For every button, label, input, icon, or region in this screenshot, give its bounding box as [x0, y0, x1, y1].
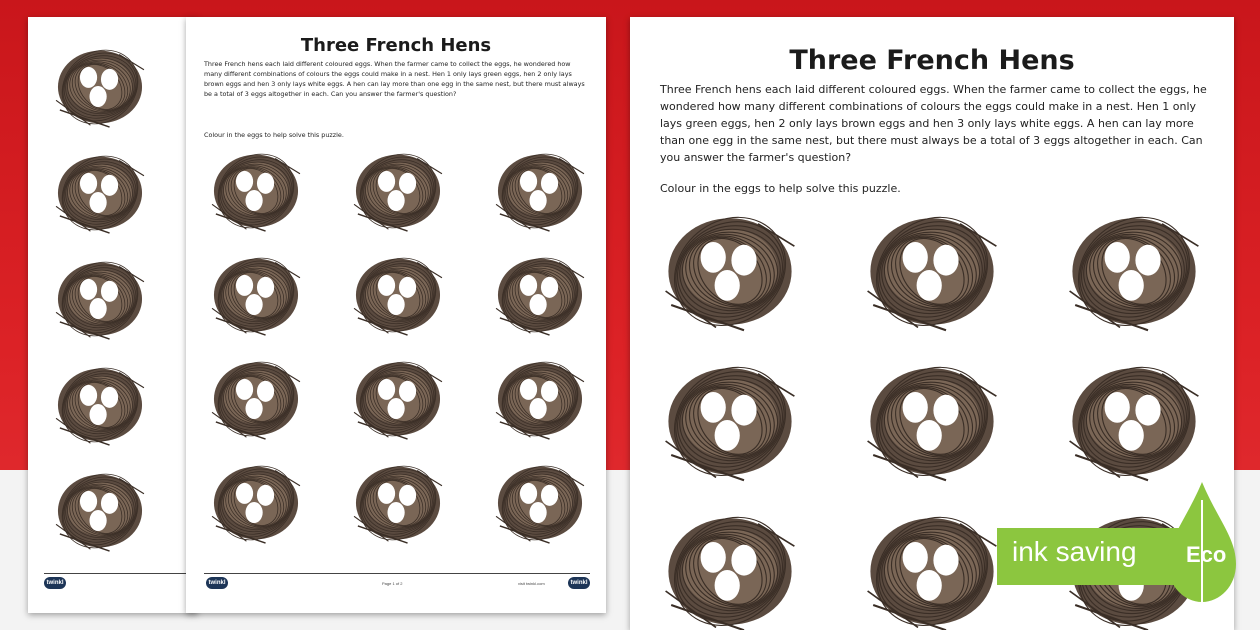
nest-image	[862, 507, 1002, 630]
nest	[862, 207, 1002, 338]
nest-image	[208, 147, 304, 233]
nest-image	[492, 355, 588, 441]
nest-image	[492, 147, 588, 233]
nest	[1064, 207, 1204, 338]
page-number: Page 1 of 2	[382, 581, 403, 586]
worksheet-back-page	[28, 17, 198, 613]
nest	[208, 147, 304, 238]
nest-image	[1064, 207, 1204, 333]
nest	[660, 507, 800, 630]
nest	[350, 459, 446, 550]
nest-image	[350, 355, 446, 441]
nest	[1064, 357, 1204, 488]
nest	[208, 251, 304, 342]
nest-image	[660, 357, 800, 483]
nest	[492, 459, 588, 550]
nest-image	[208, 459, 304, 545]
nest	[350, 251, 446, 342]
nest	[208, 459, 304, 550]
nest	[52, 361, 148, 452]
nest	[52, 149, 148, 240]
nest-image	[862, 207, 1002, 333]
nest-image	[1064, 357, 1204, 483]
intro-text: Three French hens each laid different coloured eggs. When the farmer came to collect the eggs, he wondered how many different combinations of colours the eggs could make in a nest. Hen 1 only lays green eggs, hen 2 only lays brown eggs and hen 3 only lays white eggs. A hen can lay more than one egg in the same nest, but there must always be a total of 3 eggs altogether in each. Can you answer the farmer's question?	[204, 60, 585, 98]
twinkl-logo: twinkl	[568, 577, 590, 589]
nest	[660, 207, 800, 338]
intro-text: Three French hens each laid different coloured eggs. When the farmer came to collect the eggs, he wondered how many different combinations of colours the eggs could make in a nest. Hen 1 only lays green eggs, hen 2 only lays brown eggs and hen 3 only lays white eggs. A hen can lay more than one egg in the same nest, but there must always be a total of 3 eggs altogether in each. Can you answer the farmer's question?	[660, 83, 1207, 164]
nest-image	[492, 251, 588, 337]
instruction-text: Colour in the eggs to help solve this puzzle.	[660, 182, 901, 195]
nest-image	[350, 459, 446, 545]
nest-image	[52, 43, 148, 129]
page-title: Three French Hens	[789, 45, 1075, 76]
ink-saving-label: ink saving	[1012, 536, 1137, 567]
nest-image	[52, 149, 148, 235]
footer-line	[44, 573, 194, 574]
instruction-text: Colour in the eggs to help solve this puzzle.	[204, 131, 344, 139]
page-title: Three French Hens	[300, 35, 492, 56]
nest-image	[862, 357, 1002, 483]
nest-image	[208, 251, 304, 337]
nest	[52, 255, 148, 346]
nest-image	[52, 255, 148, 341]
nest	[208, 355, 304, 446]
nest	[52, 43, 148, 134]
website-text: visit twinkl.com	[518, 581, 545, 586]
nest-image	[52, 467, 148, 553]
eco-label: Eco	[1186, 542, 1227, 567]
twinkl-logo: twinkl	[44, 577, 66, 589]
twinkl-logo: twinkl	[206, 577, 228, 589]
nest-image	[492, 459, 588, 545]
nest	[492, 251, 588, 342]
nest	[350, 147, 446, 238]
worksheet-middle-page	[186, 17, 606, 613]
nest	[492, 147, 588, 238]
footer-line	[204, 573, 590, 574]
nest-image	[350, 147, 446, 233]
nest	[350, 355, 446, 446]
nest	[862, 357, 1002, 488]
nest-image	[52, 361, 148, 447]
nest	[492, 355, 588, 446]
nest-image	[208, 355, 304, 441]
nest-image	[660, 207, 800, 333]
nest	[660, 357, 800, 488]
nest	[862, 507, 1002, 630]
nest	[52, 467, 148, 558]
nest-image	[660, 507, 800, 630]
nest-image	[350, 251, 446, 337]
